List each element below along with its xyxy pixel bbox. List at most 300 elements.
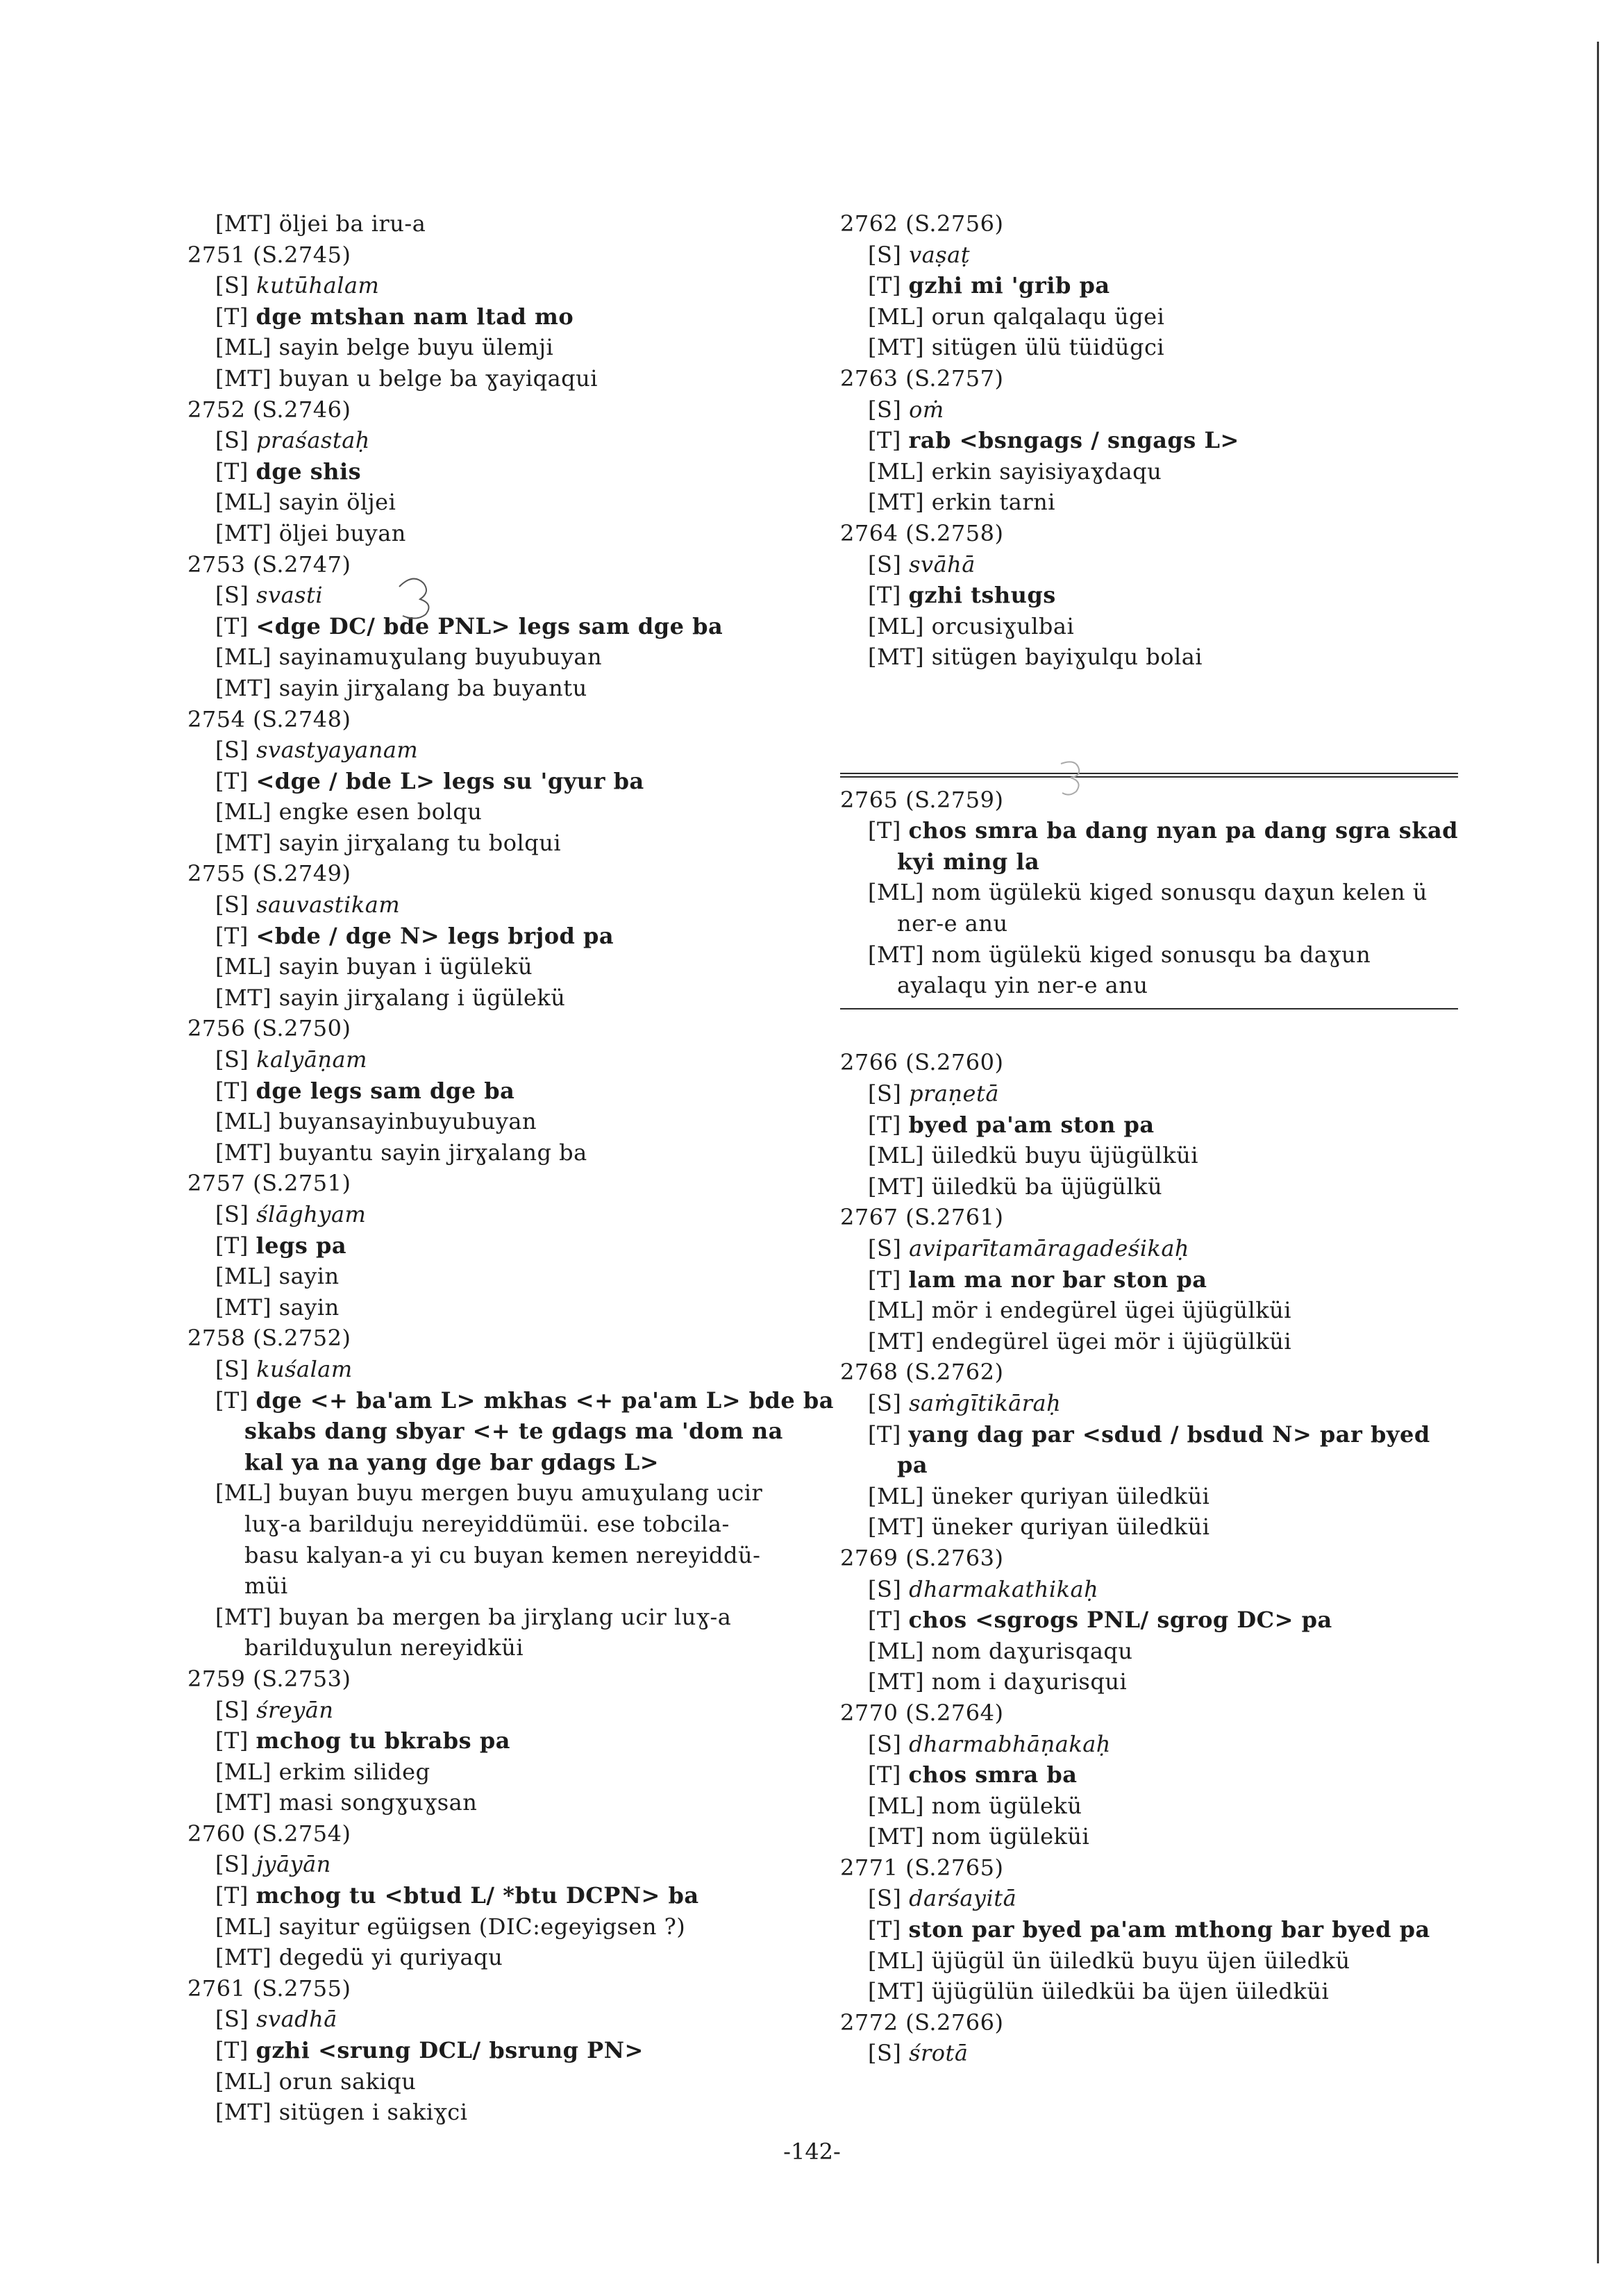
language-tag: [S]	[868, 241, 902, 268]
language-tag: [S]	[215, 1851, 249, 1878]
gloss-text: mör i endegürel ügei üjügülküi	[931, 1297, 1291, 1324]
gloss-text: sayin jirɣalang i ügülekü	[278, 984, 566, 1011]
tibetan-text: <bde / dge N> legs brjod pa	[256, 922, 614, 949]
gloss-line	[840, 1574, 1458, 1605]
gloss-line	[840, 394, 1458, 426]
language-tag: [MT]	[215, 984, 272, 1011]
tibetan-text: dge shis	[256, 458, 362, 485]
gloss-text: erkin tarni	[931, 489, 1055, 516]
gloss-line	[840, 425, 1458, 456]
gloss-text: sayin belge buyu ülemji	[278, 334, 554, 361]
entry-number-text: 2763 (S.2757)	[840, 364, 1004, 392]
language-tag: [MT]	[215, 674, 272, 701]
gloss-line	[840, 456, 1458, 487]
language-tag: [T]	[868, 272, 901, 299]
gloss-line	[840, 939, 1458, 971]
language-tag: [ML]	[215, 1758, 271, 1785]
tibetan-text: dge <+ ba'am L> mkhas <+ pa'am L> bde ba	[256, 1386, 834, 1414]
continuation-line	[840, 846, 1458, 878]
gloss-line	[187, 611, 812, 642]
language-tag: [MT]	[868, 941, 925, 968]
sanskrit-term: praśastaḥ	[256, 427, 370, 454]
language-tag: [T]	[215, 922, 249, 949]
gloss-line	[187, 456, 812, 487]
tibetan-text: mchog tu <btud L/ *btu DCPN> ba	[256, 1882, 699, 1909]
gloss-text: basu kalyan-a yi cu buyan kemen nereyiddü-	[244, 1541, 761, 1568]
gloss-text: buyan ba mergen ba jirɣlang ucir luɣ-a	[278, 1603, 732, 1630]
gloss-text: sayinamuɣulang buyubuyan	[278, 644, 603, 671]
gloss-line	[187, 1261, 812, 1292]
gloss-line	[840, 487, 1458, 518]
gloss-line	[840, 301, 1458, 333]
entry-number	[187, 704, 812, 735]
gloss-line	[187, 1602, 812, 1633]
language-tag: [T]	[868, 817, 901, 844]
gloss-line	[840, 1759, 1458, 1791]
gloss-text: sayin	[278, 1293, 340, 1321]
sanskrit-term: śrotā	[909, 2040, 969, 2067]
sanskrit-term: svāhā	[909, 551, 976, 578]
language-tag: [S]	[868, 1080, 902, 1107]
language-tag: [ML]	[215, 798, 271, 826]
entry-number	[840, 2007, 1458, 2038]
gloss-text: sitügen ülü tüidügci	[931, 334, 1165, 361]
entry-number-text: 2770 (S.2764)	[840, 1699, 1004, 1726]
sanskrit-term: praṇetā	[909, 1080, 999, 1107]
gloss-text: öljei buyan	[278, 519, 406, 546]
continuation-line	[840, 908, 1458, 939]
continuation-line	[187, 1447, 812, 1478]
gloss-text: ner-e anu	[897, 910, 1008, 937]
tibetan-text: pa	[897, 1452, 928, 1479]
sanskrit-term: sauvastikam	[256, 891, 401, 919]
gloss-line	[187, 363, 812, 394]
gloss-line	[840, 580, 1458, 611]
gloss-text: sayin öljei	[278, 489, 396, 516]
gloss-line	[187, 1354, 812, 1385]
gloss-line	[187, 796, 812, 828]
sanskrit-term: svastyayanam	[256, 737, 419, 764]
language-tag: [MT]	[215, 829, 272, 856]
gloss-line	[840, 1945, 1458, 1977]
gloss-line	[840, 1171, 1458, 1203]
gloss-line	[840, 1295, 1458, 1326]
gloss-text: sayitur egüigsen (DIC:egeyigsen ?)	[278, 1913, 686, 1940]
pencil-scribble-mark	[392, 566, 441, 621]
language-tag: [ML]	[868, 879, 924, 906]
language-tag: [S]	[868, 1235, 902, 1262]
language-tag: [ML]	[215, 489, 271, 516]
language-tag: [S]	[868, 1885, 902, 1912]
gloss-line	[187, 518, 812, 549]
tibetan-text: kyi ming la	[897, 848, 1040, 875]
gloss-line	[187, 1292, 812, 1323]
gloss-line	[840, 1264, 1458, 1296]
language-tag: [MT]	[868, 1823, 925, 1850]
entry-number	[187, 1013, 812, 1044]
entry-number	[187, 240, 812, 271]
gloss-line	[187, 766, 812, 797]
language-tag: [T]	[215, 2037, 249, 2064]
gloss-text: üneker quriyan üiledküi	[931, 1514, 1210, 1541]
gloss-line	[187, 1230, 812, 1262]
entry-number-text: 2765 (S.2759)	[840, 786, 1004, 813]
language-tag: [ML]	[868, 1792, 924, 1819]
gloss-line	[187, 951, 812, 982]
language-tag: [ML]	[868, 458, 924, 485]
gloss-line	[187, 425, 812, 456]
language-tag: [T]	[215, 303, 249, 330]
gloss-line	[187, 828, 812, 859]
gloss-line	[840, 1140, 1458, 1171]
gloss-line	[187, 2097, 812, 2128]
gloss-line	[840, 1821, 1458, 1852]
language-tag: [T]	[868, 1607, 901, 1634]
language-tag: [S]	[215, 272, 249, 299]
gloss-line	[187, 642, 812, 673]
language-tag: [MT]	[215, 1944, 272, 1971]
sanskrit-term: svasti	[256, 582, 324, 609]
entry-number-text: 2772 (S.2766)	[840, 2009, 1004, 2036]
language-tag: [MT]	[868, 334, 925, 361]
sanskrit-term: jyāyān	[256, 1851, 331, 1878]
tibetan-text: skabs dang sbyar <+ te gdags ma 'dom na	[244, 1418, 783, 1445]
gloss-line	[840, 642, 1458, 673]
gloss-line	[187, 1199, 812, 1230]
language-tag: [MT]	[215, 519, 272, 546]
language-tag: [MT]	[215, 210, 272, 237]
language-tag: [ML]	[215, 1108, 271, 1135]
entry-number	[840, 785, 1458, 816]
gloss-line	[187, 735, 812, 766]
blank-space	[840, 704, 1458, 735]
sanskrit-term: kuśalam	[256, 1355, 353, 1382]
section-divider	[840, 773, 1458, 778]
language-tag: [T]	[868, 1761, 901, 1788]
entry-number	[187, 858, 812, 889]
sanskrit-term: kalyāṇam	[256, 1046, 367, 1073]
gloss-text: erkin sayisiyaɣdaqu	[931, 458, 1162, 485]
entry-number-text: 2754 (S.2748)	[187, 705, 351, 732]
gloss-line	[187, 1695, 812, 1726]
language-tag: [T]	[868, 1421, 901, 1448]
blank-space	[840, 673, 1458, 704]
language-tag: [ML]	[215, 2068, 271, 2095]
language-tag: [ML]	[868, 612, 924, 639]
gloss-line	[840, 1511, 1458, 1543]
language-tag: [ML]	[868, 1947, 924, 1974]
sanskrit-term: dharmakathikaḥ	[909, 1575, 1099, 1602]
sanskrit-term: aviparītamāragadeśikaḥ	[909, 1235, 1189, 1262]
gloss-text: buyan buyu mergen buyu amuɣulang ucir	[278, 1480, 763, 1507]
language-tag: [S]	[868, 396, 902, 423]
tibetan-text: chos <sgrogs PNL/ sgrog DC> pa	[908, 1607, 1332, 1634]
entry-number	[840, 1543, 1458, 1574]
gloss-line	[187, 1880, 812, 1911]
gloss-line	[187, 1137, 812, 1168]
entry-number-text: 2758 (S.2752)	[187, 1325, 351, 1352]
gloss-line	[187, 208, 812, 240]
entry-number-text: 2753 (S.2747)	[187, 551, 351, 578]
entry-number	[187, 1168, 812, 1199]
entry-number	[840, 1357, 1458, 1388]
gloss-line	[840, 1326, 1458, 1357]
gloss-text: üjügülün üiledküi ba üjen üiledküi	[931, 1978, 1330, 2005]
language-tag: [MT]	[215, 364, 272, 392]
gloss-line	[840, 1636, 1458, 1667]
gloss-text: sitügen i sakiɣci	[278, 2099, 468, 2126]
blank-space	[840, 1016, 1458, 1048]
gloss-line	[840, 1729, 1458, 1760]
gloss-line	[187, 1911, 812, 1943]
left-column	[187, 208, 834, 2128]
entry-number-text: 2752 (S.2746)	[187, 396, 351, 423]
entry-number-text: 2762 (S.2756)	[840, 210, 1004, 237]
entry-number-text: 2760 (S.2754)	[187, 1820, 351, 1847]
entry-number	[187, 1973, 812, 2004]
gloss-line	[187, 1477, 812, 1509]
gloss-text: üiledkü buyu üjügülküi	[931, 1142, 1198, 1169]
gloss-text: nom i daɣurisqui	[931, 1668, 1128, 1695]
continuation-line	[187, 1509, 812, 1540]
language-tag: [S]	[215, 427, 249, 454]
language-tag: [S]	[215, 737, 249, 764]
continuation-line	[840, 970, 1458, 1001]
gloss-text: luɣ-a barilduju nereyiddümüi. ese tobcila-	[244, 1510, 730, 1537]
page-number: -142-	[783, 2138, 841, 2165]
language-tag: [S]	[868, 551, 902, 578]
gloss-text: engke esen bolqu	[278, 798, 483, 826]
entry-number	[187, 1664, 812, 1695]
gloss-text: buyantu sayin jirɣalang ba	[278, 1139, 587, 1166]
language-tag: [T]	[215, 458, 249, 485]
gloss-text: orun sakiqu	[278, 2068, 417, 2095]
gloss-text: orcusiɣulbai	[931, 612, 1075, 639]
gloss-text: masi songɣuɣsan	[278, 1789, 478, 1816]
tibetan-text: dge legs sam dge ba	[256, 1077, 515, 1104]
language-tag: [T]	[215, 1727, 249, 1754]
gloss-line	[840, 270, 1458, 301]
language-tag: [S]	[215, 1696, 249, 1723]
gloss-text: sayin jirɣalang ba buyantu	[278, 674, 587, 701]
gloss-line	[187, 1942, 812, 1973]
entry-number-text: 2766 (S.2760)	[840, 1049, 1004, 1076]
gloss-line	[187, 2066, 812, 2097]
gloss-line	[187, 580, 812, 611]
gloss-line	[187, 1757, 812, 1788]
language-tag: [MT]	[215, 1603, 272, 1630]
gloss-line	[187, 301, 812, 333]
entry-number	[840, 518, 1458, 549]
language-tag: [MT]	[868, 1668, 925, 1695]
gloss-text: sayin jirɣalang tu bolqui	[278, 829, 562, 856]
entry-number	[840, 1698, 1458, 1729]
gloss-text: sitügen bayiɣulqu bolai	[931, 644, 1203, 671]
gloss-line	[840, 877, 1458, 908]
gloss-line	[840, 1481, 1458, 1512]
entry-number	[187, 1818, 812, 1850]
entry-number-text: 2756 (S.2750)	[187, 1015, 351, 1042]
language-tag: [T]	[868, 427, 901, 454]
language-tag: [S]	[215, 582, 249, 609]
tibetan-text: <dge / bde L> legs su 'gyur ba	[256, 767, 644, 794]
entry-number-text: 2764 (S.2758)	[840, 519, 1004, 546]
gloss-line	[187, 1725, 812, 1757]
gloss-line	[840, 1604, 1458, 1636]
sanskrit-term: dharmabhāṇakaḥ	[909, 1730, 1111, 1757]
entry-number-text: 2768 (S.2762)	[840, 1359, 1004, 1386]
language-tag: [T]	[868, 1111, 901, 1138]
gloss-line	[840, 1078, 1458, 1109]
language-tag: [T]	[215, 612, 249, 639]
tibetan-text: gzhi mi 'grib pa	[908, 272, 1110, 299]
gloss-line	[187, 982, 812, 1014]
gloss-text: üiledkü ba üjügülkü	[931, 1173, 1163, 1200]
tibetan-text: dge mtshan nam ltad mo	[256, 303, 574, 330]
language-tag: [S]	[215, 1355, 249, 1382]
gloss-text: buyan u belge ba ɣayiqaqui	[278, 364, 598, 392]
entry-number-text: 2755 (S.2749)	[187, 860, 351, 887]
language-tag: [MT]	[215, 1139, 272, 1166]
gloss-line	[840, 332, 1458, 363]
entry-number-text: 2769 (S.2763)	[840, 1544, 1004, 1571]
gloss-text: degedü yi quriyaqu	[278, 1944, 503, 1971]
language-tag: [S]	[868, 1730, 902, 1757]
tibetan-text: gzhi tshugs	[908, 582, 1056, 609]
right-column	[840, 208, 1458, 2069]
gloss-line	[187, 1044, 812, 1075]
language-tag: [T]	[868, 1266, 901, 1293]
language-tag: [MT]	[215, 1789, 272, 1816]
continuation-line	[187, 1632, 812, 1664]
tibetan-text: chos smra ba dang nyan pa dang sgra skad	[908, 817, 1459, 844]
gloss-text: nom ügüleküi	[931, 1823, 1090, 1850]
gloss-line	[840, 815, 1458, 846]
gloss-text: nom ügülekü kiged sonusqu ba daɣun	[931, 941, 1371, 968]
continuation-line	[187, 1540, 812, 1571]
gloss-line	[187, 1106, 812, 1137]
gloss-line	[840, 549, 1458, 580]
language-tag: [ML]	[868, 1482, 924, 1509]
gloss-text: üjügül ün üiledkü buyu üjen üiledkü	[931, 1947, 1350, 1974]
language-tag: [T]	[868, 1916, 901, 1943]
gloss-line	[187, 332, 812, 363]
language-tag: [T]	[215, 1882, 249, 1909]
gloss-text: üneker quriyan üiledküi	[931, 1482, 1210, 1509]
gloss-line	[840, 1233, 1458, 1264]
tibetan-text: yang dag par <sdud / bsdud N> par byed	[908, 1421, 1430, 1448]
entry-number	[187, 1323, 812, 1354]
gloss-text: nom ügülekü kiged sonusqu daɣun kelen ü	[931, 879, 1428, 906]
gloss-line	[840, 611, 1458, 642]
gloss-text: sayin	[278, 1263, 340, 1290]
gloss-line	[840, 240, 1458, 271]
tibetan-text: kal ya na yang dge bar gdags L>	[244, 1448, 660, 1475]
entry-number	[840, 208, 1458, 240]
gloss-text: endegürel ügei mör i üjügülküi	[931, 1327, 1292, 1355]
gloss-line	[840, 1791, 1458, 1822]
entry-number	[187, 549, 812, 580]
gloss-line	[187, 487, 812, 518]
gloss-line	[187, 2035, 812, 2066]
language-tag: [ML]	[215, 1480, 271, 1507]
sanskrit-term: svadhā	[256, 2006, 337, 2033]
language-tag: [T]	[215, 1077, 249, 1104]
gloss-text: barilduɣulun nereyidküi	[244, 1634, 524, 1661]
entry-number-text: 2771 (S.2765)	[840, 1854, 1004, 1881]
entry-number	[840, 363, 1458, 394]
language-tag: [S]	[868, 1389, 902, 1416]
gloss-line	[840, 1914, 1458, 1945]
entry-number-text: 2759 (S.2753)	[187, 1665, 351, 1692]
gloss-line	[840, 1388, 1458, 1419]
tibetan-text: mchog tu bkrabs pa	[256, 1727, 510, 1754]
entry-number	[840, 1047, 1458, 1078]
gloss-text: orun qalqalaqu ügei	[931, 303, 1165, 330]
tibetan-text: gzhi <srung DCL/ bsrung PN>	[256, 2037, 644, 2064]
language-tag: [T]	[215, 1386, 249, 1414]
gloss-line	[187, 673, 812, 704]
language-tag: [MT]	[868, 1327, 925, 1355]
language-tag: [ML]	[215, 953, 271, 980]
sanskrit-term: saṁgītikāraḥ	[909, 1389, 1062, 1416]
gloss-line	[187, 1849, 812, 1880]
tibetan-text: legs pa	[256, 1232, 347, 1259]
sanskrit-term: darśayitā	[909, 1885, 1017, 1912]
language-tag: [MT]	[215, 2099, 272, 2126]
language-tag: [S]	[868, 1575, 902, 1602]
sanskrit-term: vaṣaṭ	[909, 241, 971, 268]
entry-number	[840, 1202, 1458, 1233]
gloss-line	[840, 1883, 1458, 1914]
entry-number-text: 2751 (S.2745)	[187, 241, 351, 268]
language-tag: [ML]	[868, 1297, 924, 1324]
gloss-line	[187, 889, 812, 921]
language-tag: [ML]	[215, 1913, 271, 1940]
gloss-text: buyansayinbuyubuyan	[278, 1108, 537, 1135]
language-tag: [MT]	[868, 1514, 925, 1541]
gloss-text: öljei ba iru-a	[278, 210, 426, 237]
page-edge-line	[1597, 42, 1599, 2263]
language-tag: [S]	[215, 891, 249, 919]
sanskrit-term: oṁ	[909, 396, 944, 423]
continuation-line	[187, 1570, 812, 1602]
gloss-line	[840, 1419, 1458, 1450]
gloss-text: nom daɣurisqaqu	[931, 1637, 1133, 1664]
gloss-line	[187, 270, 812, 301]
pencil-scribble-mark	[1055, 757, 1090, 798]
entry-number-text: 2767 (S.2761)	[840, 1204, 1004, 1231]
entry-number	[840, 1852, 1458, 1884]
gloss-text: müi	[244, 1573, 288, 1600]
tibetan-text: lam ma nor bar ston pa	[908, 1266, 1207, 1293]
sanskrit-term: kutūhalam	[256, 272, 380, 299]
gloss-line	[840, 1976, 1458, 2007]
tibetan-text: chos smra ba	[908, 1761, 1078, 1788]
tibetan-text: ston par byed pa'am mthong bar byed pa	[908, 1916, 1430, 1943]
gloss-text: sayin buyan i ügülekü	[278, 953, 533, 980]
section-divider	[840, 1008, 1458, 1009]
language-tag: [T]	[868, 582, 901, 609]
language-tag: [MT]	[868, 489, 925, 516]
gloss-text: ayalaqu yin ner-e anu	[897, 972, 1148, 999]
language-tag: [T]	[215, 767, 249, 794]
tibetan-text: <dge DC/ bde PNL> legs sam dge ba	[256, 612, 723, 639]
language-tag: [ML]	[868, 303, 924, 330]
language-tag: [ML]	[868, 1637, 924, 1664]
language-tag: [S]	[215, 1046, 249, 1073]
language-tag: [ML]	[215, 334, 271, 361]
